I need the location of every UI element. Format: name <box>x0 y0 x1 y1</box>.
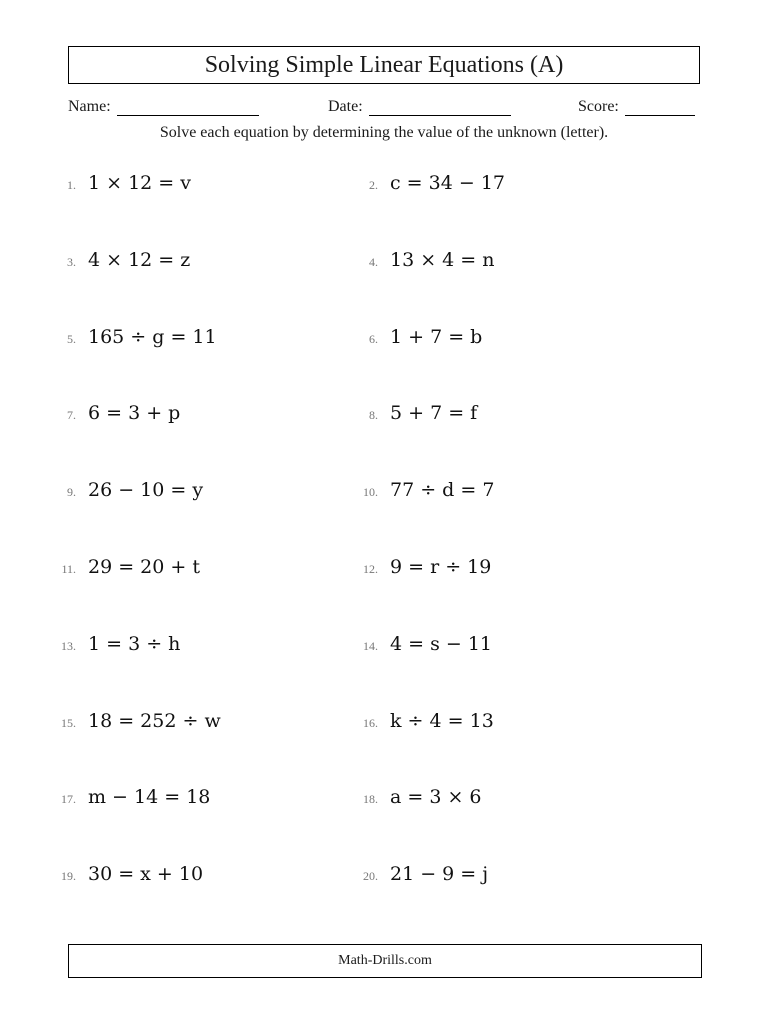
problem-equation: 18 = 252 ÷ w <box>88 709 221 732</box>
problem-number: 9. <box>67 485 76 500</box>
problem-equation: 21 − 9 = j <box>390 863 489 886</box>
problem-number: 1. <box>67 178 76 192</box>
problem-number: 13. <box>61 638 76 653</box>
problem-item <box>50 172 191 194</box>
problem-equation: 1 + 7 = b <box>390 325 483 348</box>
problem-equation: 77 ÷ d = 7 <box>390 479 495 502</box>
problem-equation: 6 = 3 + p <box>88 402 181 425</box>
problem-item <box>50 710 221 732</box>
problem-equation: 13 × 4 = n <box>390 248 495 271</box>
problem-equation: 5 + 7 = f <box>390 402 478 425</box>
problem-number: 4. <box>369 254 378 269</box>
name-label: Name: <box>68 98 111 115</box>
problem-equation: 165 ÷ g = 11 <box>88 325 217 348</box>
name-blank-line[interactable] <box>117 93 259 116</box>
problem-item <box>352 710 494 732</box>
problem-number: 20. <box>363 869 378 884</box>
problem-number: 10. <box>363 485 378 500</box>
problem-number: 14. <box>363 638 378 653</box>
footer <box>68 944 702 978</box>
date-label: Date: <box>328 98 363 115</box>
problem-item <box>352 556 491 578</box>
problem-equation: 4 × 12 = z <box>88 248 191 271</box>
problem-number: 11. <box>61 562 76 576</box>
score-field <box>578 93 695 116</box>
problem-item <box>50 556 200 578</box>
problem-number: 17. <box>61 792 76 807</box>
problem-equation: 1 = 3 ÷ h <box>88 632 181 655</box>
problem-number: 8. <box>369 408 378 423</box>
student-info-row <box>68 93 702 119</box>
problem-item <box>352 402 477 424</box>
score-label: Score: <box>578 98 619 115</box>
problem-equation: 29 = 20 + t <box>88 556 200 578</box>
problem-item <box>352 326 482 348</box>
problem-item <box>352 249 495 271</box>
problem-item <box>352 172 505 194</box>
problem-number: 6. <box>369 331 378 346</box>
problem-item <box>352 786 482 808</box>
problem-item <box>50 786 210 808</box>
problem-equation: 30 = x + 10 <box>88 863 204 886</box>
problem-item <box>50 479 203 501</box>
problem-item <box>50 633 180 655</box>
problem-number: 5. <box>67 331 76 346</box>
instructions: Solve each equation by determining the value of the unknown (letter). <box>159 124 609 141</box>
problem-item <box>50 249 190 271</box>
date-blank-line[interactable] <box>369 93 511 116</box>
problem-equation: 1 × 12 = v <box>88 172 191 194</box>
problem-item <box>50 863 203 885</box>
worksheet-title-text: Solving Simple Linear Equations (A) <box>204 51 564 78</box>
problem-equation: m − 14 = 18 <box>88 786 211 809</box>
problem-number: 2. <box>369 178 378 192</box>
problem-item <box>352 633 492 655</box>
problem-number: 18. <box>363 792 378 807</box>
problem-number: 7. <box>67 408 76 423</box>
footer-text: Math-Drills.com <box>338 953 432 968</box>
problem-equation: 9 = r ÷ 19 <box>390 556 492 578</box>
score-blank-line[interactable] <box>625 93 695 116</box>
problem-number: 3. <box>67 254 76 269</box>
problem-item <box>352 863 488 885</box>
problem-item <box>352 479 494 501</box>
problem-equation: 4 = s − 11 <box>390 632 493 655</box>
date-field <box>328 93 511 116</box>
problem-item <box>50 402 180 424</box>
worksheet-title <box>68 46 700 84</box>
problem-number: 12. <box>363 562 378 576</box>
problem-number: 19. <box>61 869 76 884</box>
problem-equation: 26 − 10 = y <box>88 479 204 502</box>
problem-equation: a = 3 × 6 <box>390 786 482 809</box>
name-field <box>68 93 259 116</box>
problem-equation: c = 34 − 17 <box>390 172 505 194</box>
problem-number: 15. <box>61 715 76 730</box>
problem-item <box>50 326 217 348</box>
problem-equation: k ÷ 4 = 13 <box>390 709 494 732</box>
problem-number: 16. <box>363 715 378 730</box>
